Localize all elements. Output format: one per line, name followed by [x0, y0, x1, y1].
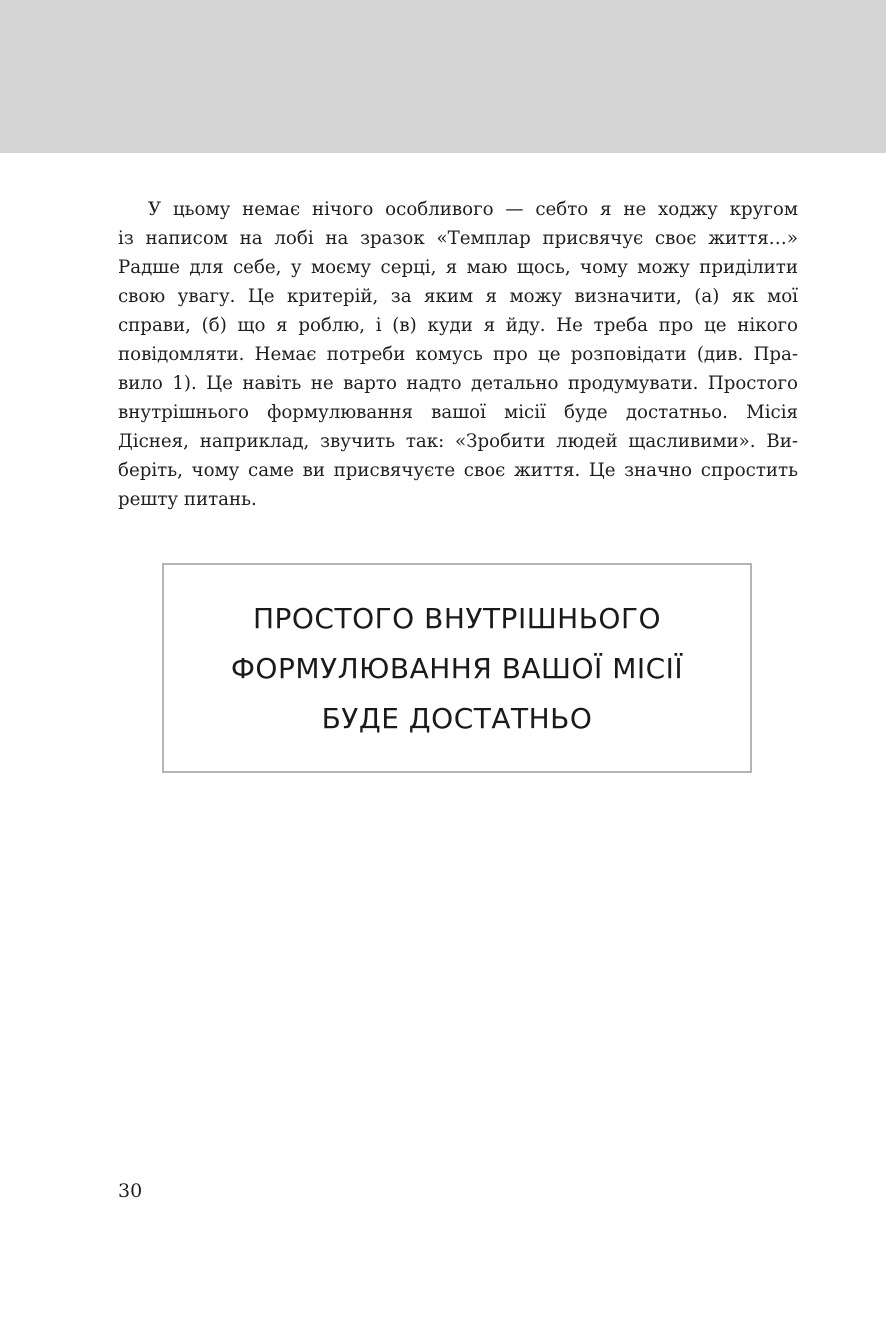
paragraph-line: справи, (б) що я роблю, і (в) куди я йду. Не треба про це нікого — [118, 315, 798, 336]
pull-quote-line: БУДЕ ДОСТАТНЬО — [321, 702, 593, 735]
paragraph-line: Діснея, наприклад, звучить так: «Зробити людей щасливими». Ви- — [118, 431, 798, 452]
pull-quote-line: ФОРМУЛЮВАННЯ ВАШОЇ МІСІЇ — [230, 652, 684, 685]
paragraph-line: беріть, чому саме ви присвячуєте своє життя. Це значно спростить — [118, 460, 798, 481]
paragraph-line: внутрішнього формулювання вашої місії буде достатньо. Місія — [118, 402, 798, 423]
paragraph-line: повідомляти. Немає потреби комусь про це розповідати (див. Пра- — [118, 344, 798, 365]
paragraph-line: із написом на лобі на зразок «Темплар присвячує своє життя…» — [118, 228, 798, 249]
pull-quote-text — [164, 594, 750, 744]
page-number: 30 — [118, 1180, 143, 1202]
pull-quote-box — [162, 563, 752, 773]
body-paragraph — [118, 195, 798, 514]
top-gray-band — [0, 0, 886, 153]
paragraph-line: У цьому немає нічого особливого — себто я не ходжу кругом — [148, 199, 798, 220]
paragraph-line: Радше для себе, у моєму серці, я маю щось, чому можу приділити — [118, 257, 798, 278]
paragraph-line: свою увагу. Це критерій, за яким я можу визначити, (а) як мої — [118, 286, 798, 307]
pull-quote-line: ПРОСТОГО ВНУТРІШНЬОГО — [252, 602, 662, 635]
paragraph-line: решту питань. — [118, 489, 257, 510]
paragraph-line: вило 1). Це навіть не варто надто детально продумувати. Простого — [118, 373, 798, 394]
